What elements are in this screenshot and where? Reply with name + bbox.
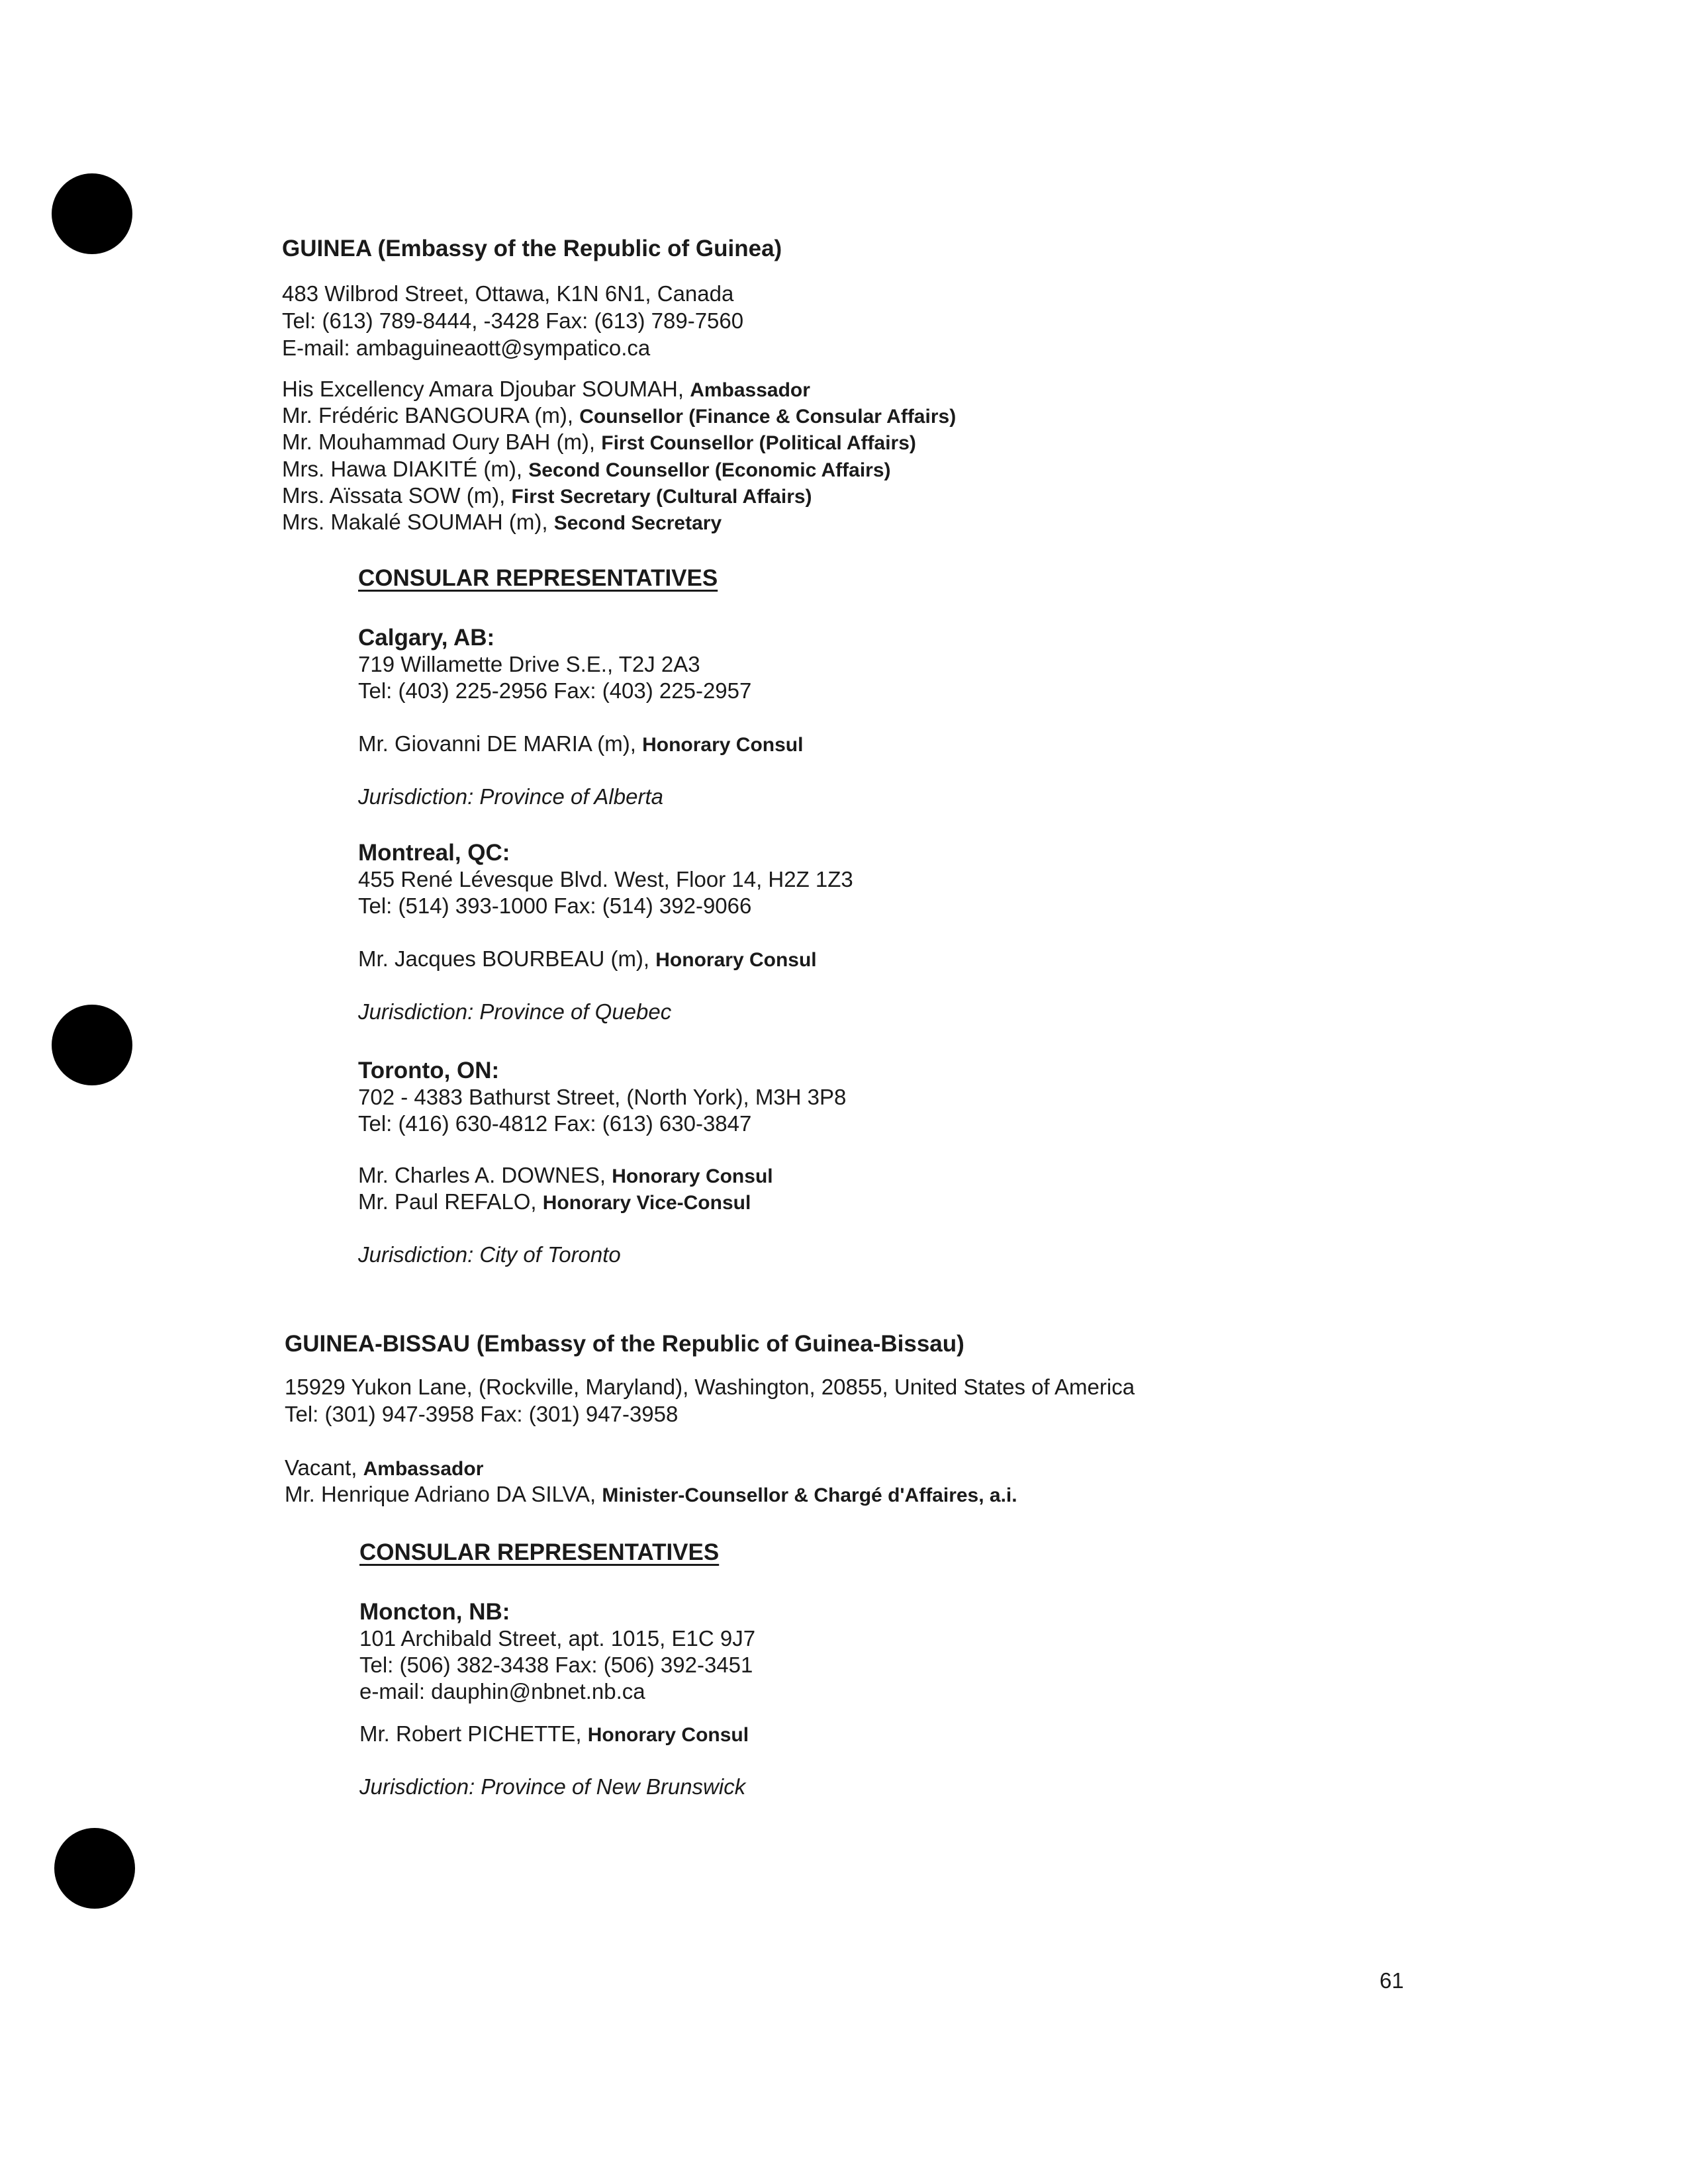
staff-line <box>282 482 812 510</box>
staff-title: Second Secretary <box>553 512 722 534</box>
consul-line <box>358 731 803 758</box>
staff-name: Mrs. Aïssata SOW (m), <box>282 483 506 508</box>
staff-title: Second Counsellor (Economic Affairs) <box>528 459 891 481</box>
staff-title: Minister-Counsellor & Chargé d'Affaires, a.i. <box>602 1484 1017 1506</box>
consulate-city: Toronto, ON: <box>358 1058 500 1083</box>
consular-heading: CONSULAR REPRESENTATIVES <box>358 565 718 591</box>
consulate-phone: Tel: (514) 393-1000 Fax: (514) 392-9066 <box>358 893 752 918</box>
staff-title: Ambassador <box>363 1458 484 1480</box>
consul-line <box>358 1162 773 1190</box>
country-heading: GUINEA-BISSAU (Embassy of the Republic of Guinea-Bissau) <box>285 1331 964 1357</box>
staff-name: Vacant, <box>285 1455 357 1480</box>
consulate-city: Moncton, NB: <box>359 1599 510 1625</box>
binder-hole <box>52 1005 132 1085</box>
embassy-address: 483 Wilbrod Street, Ottawa, K1N 6N1, Canada <box>282 281 734 306</box>
country-heading: GUINEA (Embassy of the Republic of Guinea) <box>282 236 782 261</box>
consulate-city: Montreal, QC: <box>358 840 510 866</box>
consular-heading: CONSULAR REPRESENTATIVES <box>359 1539 720 1565</box>
staff-line <box>285 1455 483 1482</box>
consul-name: Mr. Jacques BOURBEAU (m), <box>358 946 650 971</box>
consulate-city: Calgary, AB: <box>358 625 495 651</box>
embassy-email: E-mail: ambaguineaott@sympatico.ca <box>282 336 651 360</box>
consul-title: Honorary Consul <box>587 1724 749 1746</box>
staff-title: First Secretary (Cultural Affairs) <box>511 486 812 508</box>
consulate-address: 702 - 4383 Bathurst Street, (North York), M3H 3P8 <box>358 1085 847 1109</box>
consulate-address: 455 René Lévesque Blvd. West, Floor 14, H2Z 1Z3 <box>358 867 853 891</box>
staff-title: Counsellor (Finance & Consular Affairs) <box>579 406 957 428</box>
embassy-phone: Tel: (613) 789-8444, -3428 Fax: (613) 789-7560 <box>282 308 744 333</box>
consulate-address: 719 Willamette Drive S.E., T2J 2A3 <box>358 652 700 676</box>
consul-name: Mr. Paul REFALO, <box>358 1189 537 1214</box>
binder-hole <box>54 1828 135 1909</box>
staff-line <box>282 402 956 430</box>
staff-line <box>282 429 916 457</box>
staff-title: First Counsellor (Political Affairs) <box>601 432 916 454</box>
staff-name: Mrs. Hawa DIAKITÉ (m), <box>282 457 523 481</box>
staff-name: His Excellency Amara Djoubar SOUMAH, <box>282 377 684 401</box>
consul-name: Mr. Giovanni DE MARIA (m), <box>358 731 636 756</box>
staff-line <box>282 456 891 484</box>
consul-name: Mr. Robert PICHETTE, <box>359 1721 582 1746</box>
consul-title: Honorary Consul <box>612 1165 773 1187</box>
jurisdiction: Jurisdiction: Province of Quebec <box>358 999 672 1024</box>
binder-hole <box>52 173 132 254</box>
consul-line <box>359 1721 749 1749</box>
staff-line <box>285 1481 1017 1509</box>
consulate-phone: Tel: (506) 382-3438 Fax: (506) 392-3451 <box>359 1653 753 1677</box>
staff-name: Mr. Mouhammad Oury BAH (m), <box>282 430 596 454</box>
staff-name: Mr. Henrique Adriano DA SILVA, <box>285 1482 596 1506</box>
consul-line <box>358 1189 751 1216</box>
staff-name: Mrs. Makalé SOUMAH (m), <box>282 510 548 534</box>
staff-name: Mr. Frédéric BANGOURA (m), <box>282 403 574 428</box>
consul-line <box>358 946 817 974</box>
consulate-phone: Tel: (403) 225-2956 Fax: (403) 225-2957 <box>358 678 752 703</box>
jurisdiction: Jurisdiction: City of Toronto <box>358 1242 621 1267</box>
consulate-phone: Tel: (416) 630-4812 Fax: (613) 630-3847 <box>358 1111 752 1136</box>
page-number: 61 <box>1380 1968 1404 1993</box>
embassy-phone: Tel: (301) 947-3958 Fax: (301) 947-3958 <box>285 1402 679 1426</box>
consul-title: Honorary Consul <box>642 734 804 756</box>
staff-title: Ambassador <box>690 379 810 401</box>
jurisdiction: Jurisdiction: Province of New Brunswick <box>359 1774 746 1799</box>
staff-line <box>282 376 810 404</box>
consul-name: Mr. Charles A. DOWNES, <box>358 1163 606 1187</box>
consulate-address: 101 Archibald Street, apt. 1015, E1C 9J7 <box>359 1626 756 1651</box>
consul-title: Honorary Vice-Consul <box>542 1192 751 1214</box>
staff-line <box>282 509 722 537</box>
consul-title: Honorary Consul <box>655 949 817 971</box>
embassy-address: 15929 Yukon Lane, (Rockville, Maryland), Washington, 20855, United States of America <box>285 1375 1135 1399</box>
jurisdiction: Jurisdiction: Province of Alberta <box>358 784 663 809</box>
consulate-email: e-mail: dauphin@nbnet.nb.ca <box>359 1679 645 1704</box>
